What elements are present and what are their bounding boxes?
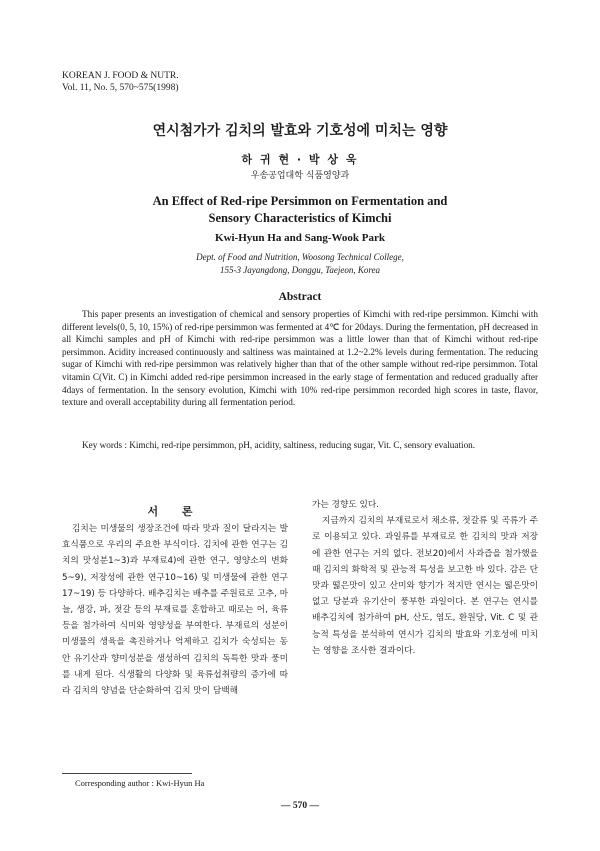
korean-authors: 하 귀 현 · 박 상 욱 — [241, 153, 359, 166]
journal-name: KOREAN J. FOOD & NUTR. — [62, 71, 179, 81]
keywords-text: Kimchi, red-ripe persimmon, pH, acidity, saltiness, reducing sugar, Vit. C, sensory evaluation. — [129, 440, 476, 450]
korean-title: 연시첨가가 김치의 발효와 기호성에 미치는 영향 — [152, 123, 448, 139]
journal-volume: Vol. 11, No. 5, 570~575(1998) — [62, 83, 179, 93]
right-column — [312, 497, 538, 659]
intro-paragraph-2: 지금까지 김치의 부재료로서 채소류, 젓갈류 및 곡류가 주로 이용되고 있다. 과일류를 부재료로 한 김치의 맛과 저장에 관한 연구는 거의 없다. 전보20)에서 사과즙을 첨가했을 때 김치의 화학적 및 관능적 특성을 보고한 바 있다. 감은 단맛과 떫은맛이 있고 산미와 향기가 적지만 연시는 떫은맛이 없고 당분과 유기산이 풍부한 과일이다. 본 연구는 연시를 배추김치에 첨가하여 pH, 산도, 염도, 환원당, Vit. C 및 관능적 특성을 분석하여 연시가 김치의 발효와 기호성에 미치는 영향을 조사한 결과이다. — [312, 516, 538, 656]
abstract-text: This paper presents an investigation of chemical and sensory properties of Kimchi with red-ripe persimmon. Kimchi with different levels(0, 5, 10, 15%) of red-ripe persimmon was fermented at 4℃ for 20days. During the fermentation, pH decreased in all Kimchi samples and pH of Kimchi with red-ripe persimmon was a little lower than that of Kimchi without red-ripe persimmon. Acidity increased continuously and saltiness was maintained at 1.2~2.2% levels during fermentation. The reducing sugar of Kimchi with red-ripe persimmon was relatively higher than that of the other sample without red-ripe persimmon. Total vitamin C(Vit. C) in Kimchi added red-ripe persimmon increased in the early stage of fermentation and reduced gradually after 4days of fermentation. In the sensory evolution, Kimchi with 10% red-ripe persimmon recorded high scores in taste, flavor, texture and overall acceptability during all fermentation period. — [62, 309, 539, 408]
corresponding-author-footnote: Corresponding author : Kwi-Hyun Ha — [75, 778, 205, 788]
english-affiliation — [0, 251, 600, 277]
intro-paragraph-1-continued: 가는 경향도 있다. — [312, 500, 380, 510]
english-authors: Kwi-Hyun Ha and Sang-Wook Park — [215, 232, 385, 244]
keywords-label: Key words : — [82, 440, 130, 450]
intro-paragraph-1: 김치는 미생물의 생장조건에 따라 맛과 질이 달라지는 발효식품으로 우리의 주요한 부식이다. 김치에 관한 연구는 김치의 맛성분1~3)과 부재료4)에 관한 연구, 영양소의 변화5~9), 저장성에 관한 연구10~16) 및 미생물에 관한 연구17~19) 등 다양하다. 배추김치는 배추를 주원료로 고추, 마늘, 생강, 파, 젓갈 등의 부재료를 혼합하고 때로는 어, 육류 등을 첨가하여 식미와 영양성을 부여한다. 부재료의 성분이 미생물의 생육을 촉진하거나 억제하고 김치가 숙성되는 동안 유기산과 향미성분을 생성하여 김치의 독특한 맛과 풍미를 내게 된다. 식생활의 다양화 및 육류섭취량의 증가에 따라 김치의 양념을 단순화하여 김치 맛이 담백해 — [62, 524, 288, 697]
english-title — [0, 193, 600, 227]
journal-header — [62, 70, 179, 94]
korean-affiliation: 우송공업대학 식품영양과 — [250, 171, 350, 181]
keywords — [82, 439, 596, 452]
english-title-line2: Sensory Characteristics of Kimchi — [208, 211, 392, 225]
left-column — [62, 521, 288, 699]
english-affiliation-line1: Dept. of Food and Nutrition, Woosong Technical College, — [196, 252, 404, 262]
introduction-heading: 서 론 — [147, 505, 203, 518]
abstract-heading: Abstract — [278, 291, 322, 303]
footnote-divider — [62, 773, 192, 774]
english-title-line1: An Effect of Red-ripe Persimmon on Fermentation and — [152, 194, 448, 208]
english-affiliation-line2: 155-3 Jayangdong, Donggu, Taejeon, Korea — [219, 265, 381, 275]
page-number: — 570 — — [281, 801, 319, 811]
